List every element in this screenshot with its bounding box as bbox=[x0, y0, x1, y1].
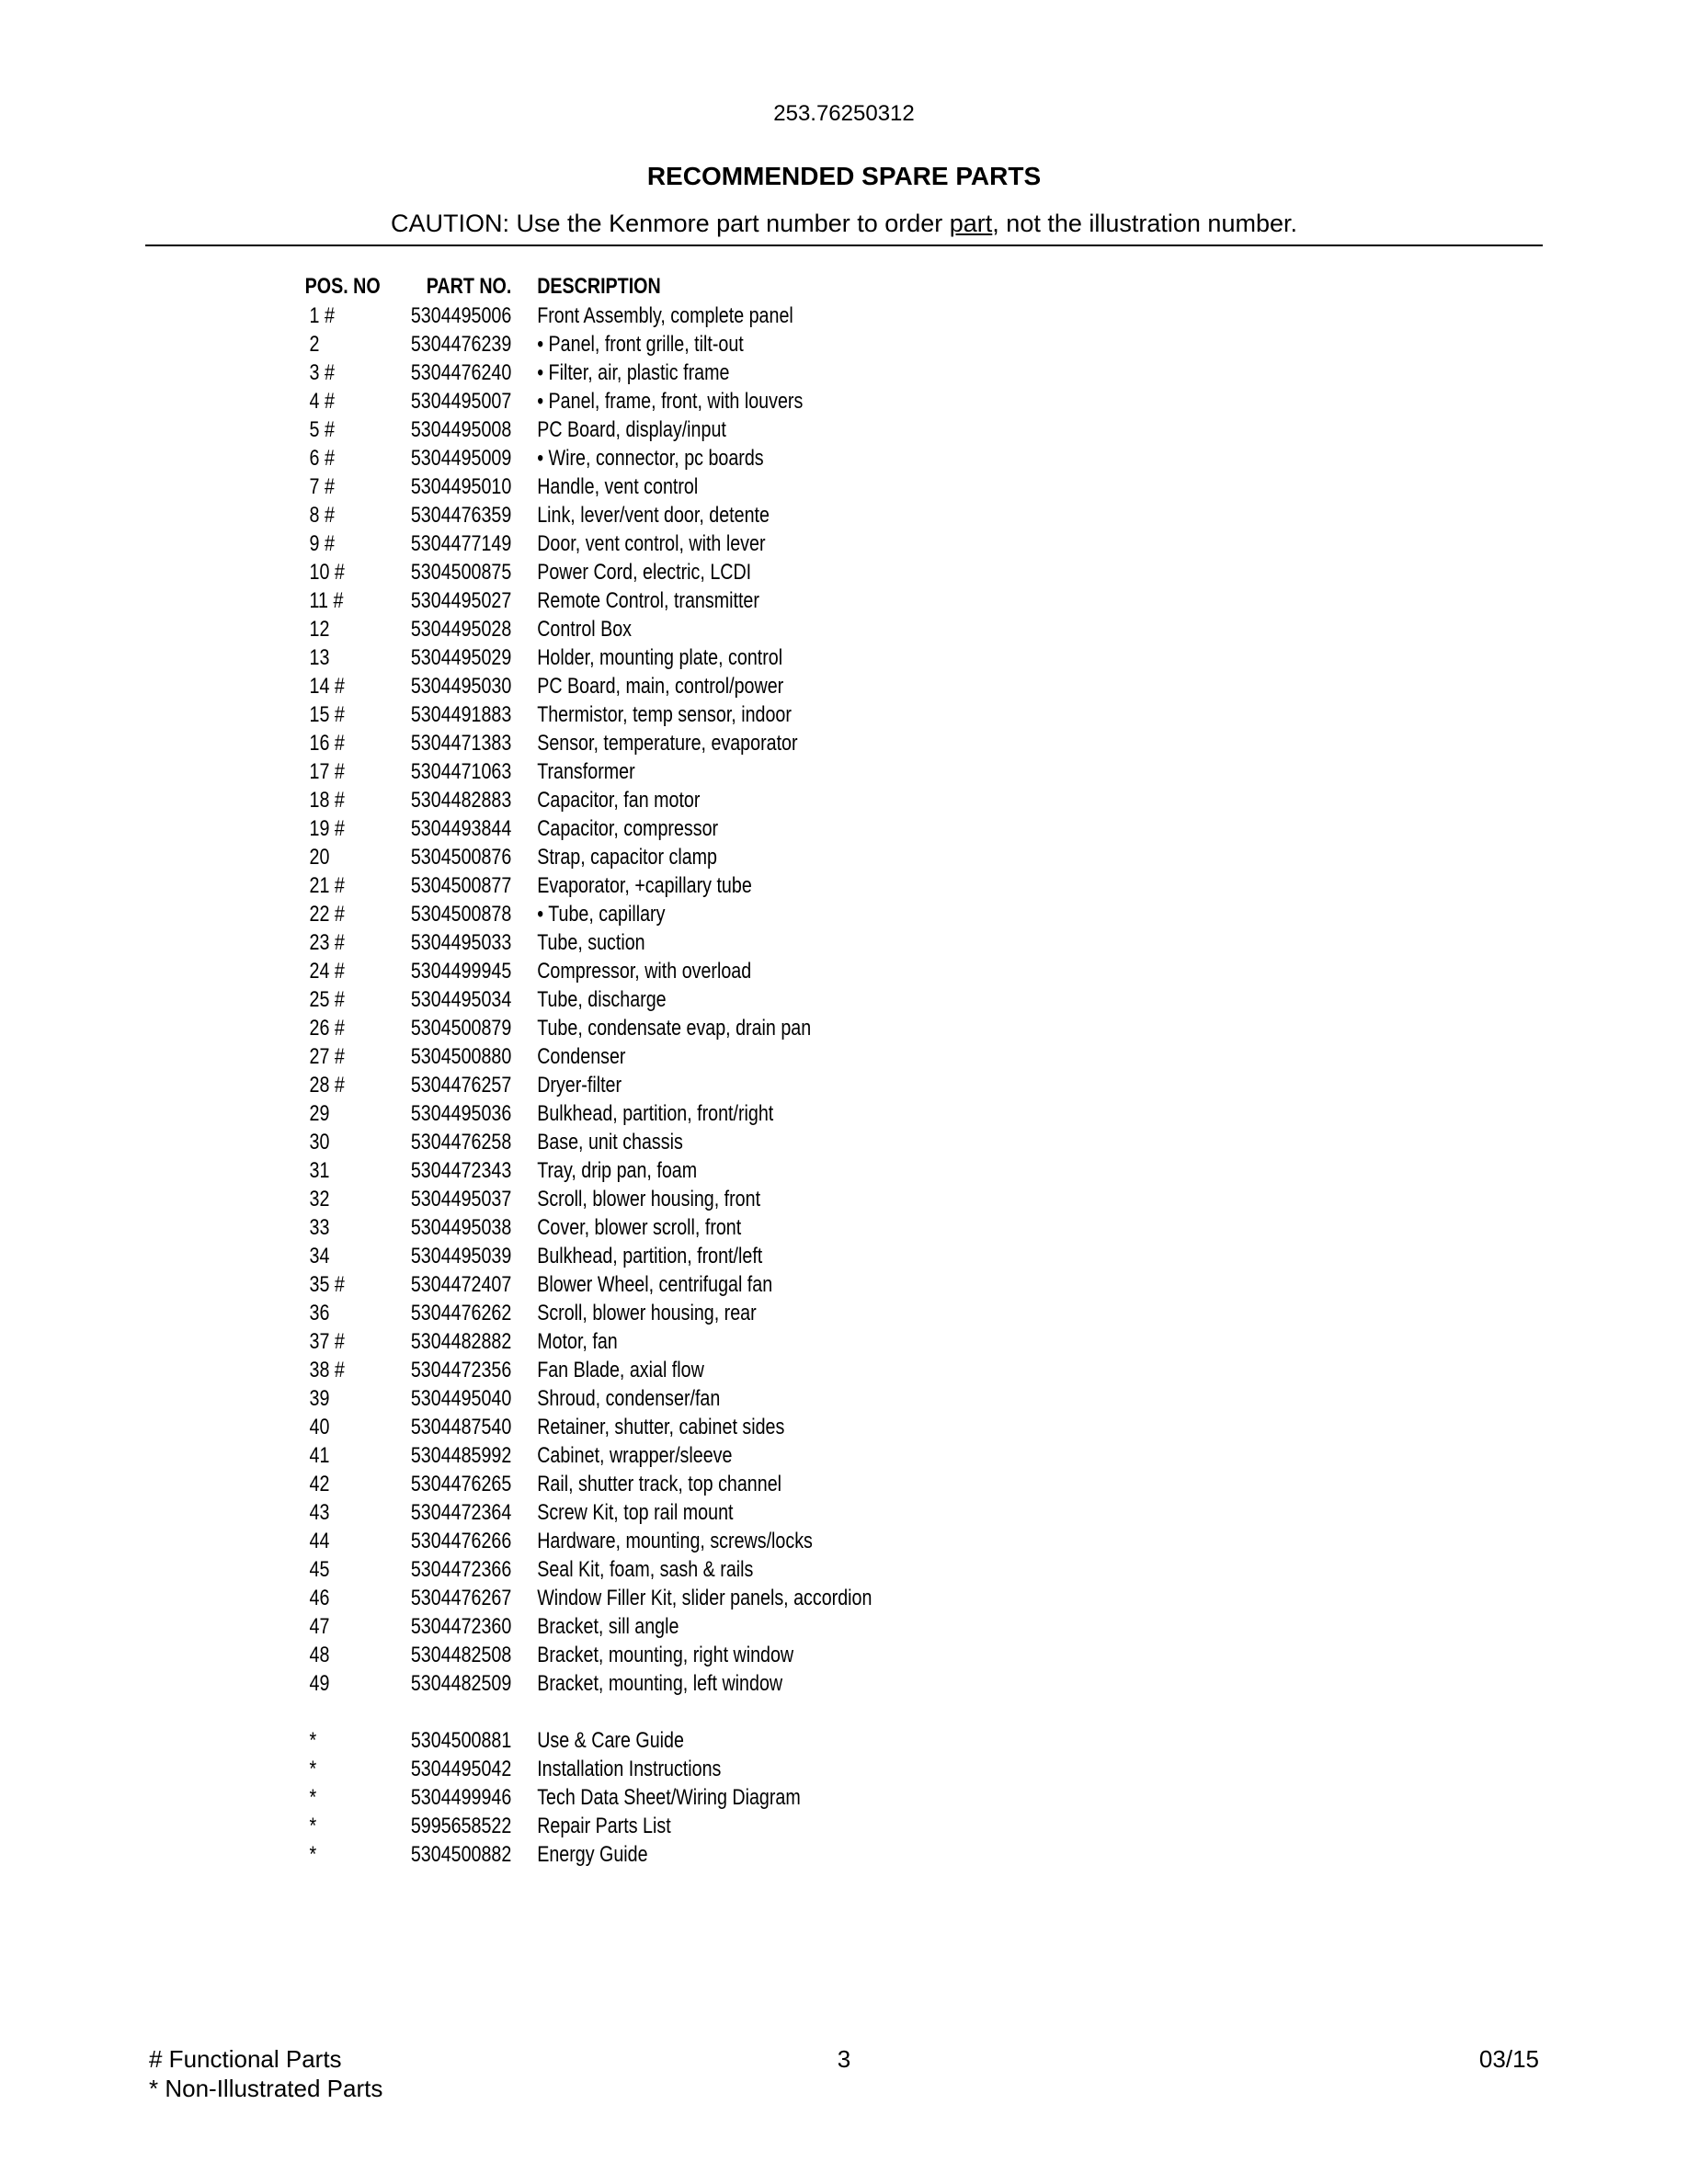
description-cell: Remote Control, transmitter bbox=[537, 588, 759, 613]
part-number-cell: 5304495034 bbox=[410, 987, 512, 1012]
part-number-cell: 5304482508 bbox=[410, 1643, 512, 1667]
part-number-cell: 5304477149 bbox=[410, 531, 512, 556]
part-number-cell: 5304476359 bbox=[410, 503, 512, 528]
pos-cell: 18 # bbox=[309, 788, 345, 813]
description-cell: Evaporator, +capillary tube bbox=[537, 873, 752, 898]
part-number-cell: 5304500880 bbox=[410, 1044, 512, 1069]
description-cell: Handle, vent control bbox=[537, 474, 699, 499]
caution-underlined-word: part bbox=[949, 210, 993, 237]
part-number-cell: 5304472407 bbox=[410, 1272, 512, 1297]
part-number-cell: 5304500882 bbox=[410, 1842, 512, 1867]
description-cell: Bulkhead, partition, front/right bbox=[537, 1101, 774, 1126]
pos-cell: 23 # bbox=[309, 930, 345, 955]
description-cell: Cabinet, wrapper/sleeve bbox=[537, 1443, 733, 1468]
part-number-cell: 5304500875 bbox=[410, 560, 512, 585]
part-number-cell: 5304495038 bbox=[410, 1215, 512, 1240]
revision-date: 03/15 bbox=[1478, 2045, 1539, 2073]
caution-text-end: , not the illustration number. bbox=[992, 210, 1297, 237]
description-cell: Bracket, mounting, left window bbox=[537, 1671, 783, 1696]
description-cell: Screw Kit, top rail mount bbox=[537, 1500, 734, 1525]
part-number-cell: 5304476265 bbox=[410, 1472, 512, 1496]
part-number-cell: 5304491883 bbox=[410, 702, 512, 727]
description-cell: Hardware, mounting, screws/locks bbox=[537, 1529, 813, 1553]
pos-cell: 41 bbox=[309, 1443, 330, 1468]
pos-cell: 28 # bbox=[309, 1073, 345, 1098]
pos-cell: 32 bbox=[309, 1187, 330, 1211]
description-cell: Front Assembly, complete panel bbox=[537, 303, 793, 328]
description-cell: Compressor, with overload bbox=[537, 959, 752, 984]
part-number-cell: 5304495010 bbox=[410, 474, 512, 499]
part-number-cell: 5304495027 bbox=[410, 588, 512, 613]
part-number-cell: 5304495039 bbox=[410, 1244, 512, 1268]
part-number-cell: 5304495040 bbox=[410, 1386, 512, 1411]
pos-cell: 25 # bbox=[309, 987, 345, 1012]
description-cell: Seal Kit, foam, sash & rails bbox=[537, 1557, 754, 1582]
pos-cell: 2 bbox=[309, 332, 320, 357]
part-number-cell: 5304476262 bbox=[410, 1301, 512, 1325]
description-cell: Fan Blade, axial flow bbox=[537, 1358, 704, 1382]
part-number-cell: 5304499945 bbox=[410, 959, 512, 984]
part-number-cell: 5304472356 bbox=[410, 1358, 512, 1382]
pos-cell: 43 bbox=[309, 1500, 330, 1525]
part-number-cell: 5304472343 bbox=[410, 1158, 512, 1183]
pos-cell: 27 # bbox=[309, 1044, 345, 1069]
part-number-cell: 5304495037 bbox=[410, 1187, 512, 1211]
part-number-cell: 5304485992 bbox=[410, 1443, 512, 1468]
description-cell: Bracket, mounting, right window bbox=[537, 1643, 794, 1667]
description-cell: Power Cord, electric, LCDI bbox=[537, 560, 752, 585]
pos-cell: 16 # bbox=[309, 731, 345, 756]
part-number-cell: 5304476257 bbox=[410, 1073, 512, 1098]
part-number-cell: 5304472366 bbox=[410, 1557, 512, 1582]
description-cell: Thermistor, temp sensor, indoor bbox=[537, 702, 792, 727]
description-cell: Base, unit chassis bbox=[537, 1130, 683, 1155]
pos-cell: 46 bbox=[309, 1586, 330, 1610]
pos-cell: 24 # bbox=[309, 959, 345, 984]
part-number-cell: 5304495029 bbox=[410, 645, 512, 670]
caution-text-start: CAUTION: Use the Kenmore part number to order bbox=[391, 210, 950, 237]
pos-cell: 12 bbox=[309, 617, 330, 642]
pos-cell: 30 bbox=[309, 1130, 330, 1155]
pos-cell: 6 # bbox=[309, 446, 335, 471]
pos-cell: 14 # bbox=[309, 674, 345, 699]
pos-cell: 5 # bbox=[309, 417, 335, 442]
part-number-cell: 5304482882 bbox=[410, 1329, 512, 1354]
description-cell: Use & Care Guide bbox=[537, 1728, 684, 1753]
pos-cell: * bbox=[309, 1814, 317, 1838]
part-number-cell: 5304482509 bbox=[410, 1671, 512, 1696]
pos-cell: 22 # bbox=[309, 902, 345, 927]
description-cell: Bulkhead, partition, front/left bbox=[537, 1244, 763, 1268]
description-cell: Transformer bbox=[537, 759, 635, 784]
pos-header: POS. NO bbox=[304, 274, 381, 299]
pos-cell: 37 # bbox=[309, 1329, 345, 1354]
pos-cell: 26 # bbox=[309, 1016, 345, 1041]
description-cell: Energy Guide bbox=[537, 1842, 648, 1867]
pos-cell: 31 bbox=[309, 1158, 330, 1183]
header-rule bbox=[145, 245, 1543, 246]
part-number-cell: 5304487540 bbox=[410, 1415, 512, 1439]
description-cell: Repair Parts List bbox=[537, 1814, 671, 1838]
description-cell: Dryer-filter bbox=[537, 1073, 622, 1098]
pos-cell: 20 bbox=[309, 845, 330, 870]
caution-note bbox=[0, 210, 1688, 238]
pos-cell: 35 # bbox=[309, 1272, 345, 1297]
part-number-cell: 5304495006 bbox=[410, 303, 512, 328]
pos-cell: 1 # bbox=[309, 303, 335, 328]
description-cell: Tube, condensate evap, drain pan bbox=[537, 1016, 812, 1041]
part-number-cell: 5304482883 bbox=[410, 788, 512, 813]
description-cell: Shroud, condenser/fan bbox=[537, 1386, 721, 1411]
description-cell: Door, vent control, with lever bbox=[537, 531, 766, 556]
part-number-cell: 5304476267 bbox=[410, 1586, 512, 1610]
description-cell: Bracket, sill angle bbox=[537, 1614, 679, 1639]
functional-parts-legend: # Functional Parts bbox=[149, 2045, 342, 2073]
part-number-cell: 5304495008 bbox=[410, 417, 512, 442]
description-cell: Condenser bbox=[537, 1044, 626, 1069]
description-cell: Tech Data Sheet/Wiring Diagram bbox=[537, 1785, 801, 1810]
description-cell: Window Filler Kit, slider panels, accordion bbox=[537, 1586, 873, 1610]
description-cell: Rail, shutter track, top channel bbox=[537, 1472, 782, 1496]
description-cell: • Wire, connector, pc boards bbox=[537, 446, 764, 471]
description-cell: Tube, suction bbox=[537, 930, 645, 955]
description-cell: Installation Instructions bbox=[537, 1757, 722, 1781]
pos-cell: 39 bbox=[309, 1386, 330, 1411]
part-number-cell: 5304495009 bbox=[410, 446, 512, 471]
description-cell: • Panel, front grille, tilt-out bbox=[537, 332, 744, 357]
part-number-cell: 5304495033 bbox=[410, 930, 512, 955]
pos-cell: * bbox=[309, 1757, 317, 1781]
part-number-cell: 5304476258 bbox=[410, 1130, 512, 1155]
description-cell: Tray, drip pan, foam bbox=[537, 1158, 698, 1183]
pos-cell: 15 # bbox=[309, 702, 345, 727]
pos-cell: 7 # bbox=[309, 474, 335, 499]
pos-cell: 29 bbox=[309, 1101, 330, 1126]
part-number-cell: 5304495030 bbox=[410, 674, 512, 699]
description-cell: Capacitor, fan motor bbox=[537, 788, 701, 813]
pos-cell: 45 bbox=[309, 1557, 330, 1582]
pos-cell: 49 bbox=[309, 1671, 330, 1696]
pos-cell: 4 # bbox=[309, 389, 335, 414]
description-cell: Blower Wheel, centrifugal fan bbox=[537, 1272, 773, 1297]
pos-cell: 42 bbox=[309, 1472, 330, 1496]
pos-cell: 13 bbox=[309, 645, 330, 670]
description-cell: Control Box bbox=[537, 617, 633, 642]
part-number-cell: 5304495028 bbox=[410, 617, 512, 642]
part-number-cell: 5304500877 bbox=[410, 873, 512, 898]
model-number: 253.76250312 bbox=[773, 101, 915, 126]
pos-cell: 44 bbox=[309, 1529, 330, 1553]
pos-cell: * bbox=[309, 1842, 317, 1867]
part-number-cell: 5304495007 bbox=[410, 389, 512, 414]
page-title: RECOMMENDED SPARE PARTS bbox=[646, 162, 1042, 190]
description-cell: Sensor, temperature, evaporator bbox=[537, 731, 798, 756]
part-number-cell: 5304472360 bbox=[410, 1614, 512, 1639]
pos-cell: * bbox=[309, 1785, 317, 1810]
part-number-cell: 5304493844 bbox=[410, 816, 512, 841]
pos-cell: 21 # bbox=[309, 873, 345, 898]
description-cell: Strap, capacitor clamp bbox=[537, 845, 718, 870]
description-cell: • Filter, air, plastic frame bbox=[537, 360, 730, 385]
pos-cell: 8 # bbox=[309, 503, 335, 528]
part-number-cell: 5995658522 bbox=[410, 1814, 512, 1838]
pos-cell: 33 bbox=[309, 1215, 330, 1240]
pos-cell: 34 bbox=[309, 1244, 330, 1268]
pos-cell: * bbox=[309, 1728, 317, 1753]
pos-cell: 9 # bbox=[309, 531, 335, 556]
part-number-cell: 5304500876 bbox=[410, 845, 512, 870]
part-number-cell: 5304472364 bbox=[410, 1500, 512, 1525]
description-cell: Holder, mounting plate, control bbox=[537, 645, 783, 670]
pos-cell: 38 # bbox=[309, 1358, 345, 1382]
description-cell: Tube, discharge bbox=[537, 987, 667, 1012]
description-cell: Capacitor, compressor bbox=[537, 816, 719, 841]
pos-cell: 3 # bbox=[309, 360, 335, 385]
pos-cell: 48 bbox=[309, 1643, 330, 1667]
description-cell: PC Board, main, control/power bbox=[537, 674, 784, 699]
part-number-cell: 5304495036 bbox=[410, 1101, 512, 1126]
description-cell: Scroll, blower housing, front bbox=[537, 1187, 761, 1211]
pos-cell: 10 # bbox=[309, 560, 345, 585]
description-cell: Link, lever/vent door, detente bbox=[537, 503, 770, 528]
part-number-cell: 5304495042 bbox=[410, 1757, 512, 1781]
description-header: DESCRIPTION bbox=[537, 274, 661, 299]
part-number-cell: 5304476266 bbox=[410, 1529, 512, 1553]
part-number-cell: 5304499946 bbox=[410, 1785, 512, 1810]
description-cell: Motor, fan bbox=[537, 1329, 618, 1354]
description-cell: • Tube, capillary bbox=[537, 902, 666, 927]
part-number-header: PART NO. bbox=[426, 274, 512, 299]
pos-cell: 40 bbox=[309, 1415, 330, 1439]
non-illustrated-parts-legend: * Non-Illustrated Parts bbox=[149, 2075, 383, 2102]
part-number-cell: 5304500878 bbox=[410, 902, 512, 927]
pos-cell: 19 # bbox=[309, 816, 345, 841]
pos-cell: 11 # bbox=[309, 588, 344, 613]
description-cell: Retainer, shutter, cabinet sides bbox=[537, 1415, 785, 1439]
part-number-cell: 5304471063 bbox=[410, 759, 512, 784]
part-number-cell: 5304476239 bbox=[410, 332, 512, 357]
pos-cell: 36 bbox=[309, 1301, 330, 1325]
part-number-cell: 5304471383 bbox=[410, 731, 512, 756]
part-number-cell: 5304500879 bbox=[410, 1016, 512, 1041]
part-number-cell: 5304476240 bbox=[410, 360, 512, 385]
description-cell: • Panel, frame, front, with louvers bbox=[537, 389, 804, 414]
description-cell: Scroll, blower housing, rear bbox=[537, 1301, 757, 1325]
pos-cell: 17 # bbox=[309, 759, 345, 784]
description-cell: PC Board, display/input bbox=[537, 417, 726, 442]
description-cell: Cover, blower scroll, front bbox=[537, 1215, 742, 1240]
part-number-cell: 5304500881 bbox=[410, 1728, 512, 1753]
pos-cell: 47 bbox=[309, 1614, 330, 1639]
page-number: 3 bbox=[837, 2045, 851, 2073]
